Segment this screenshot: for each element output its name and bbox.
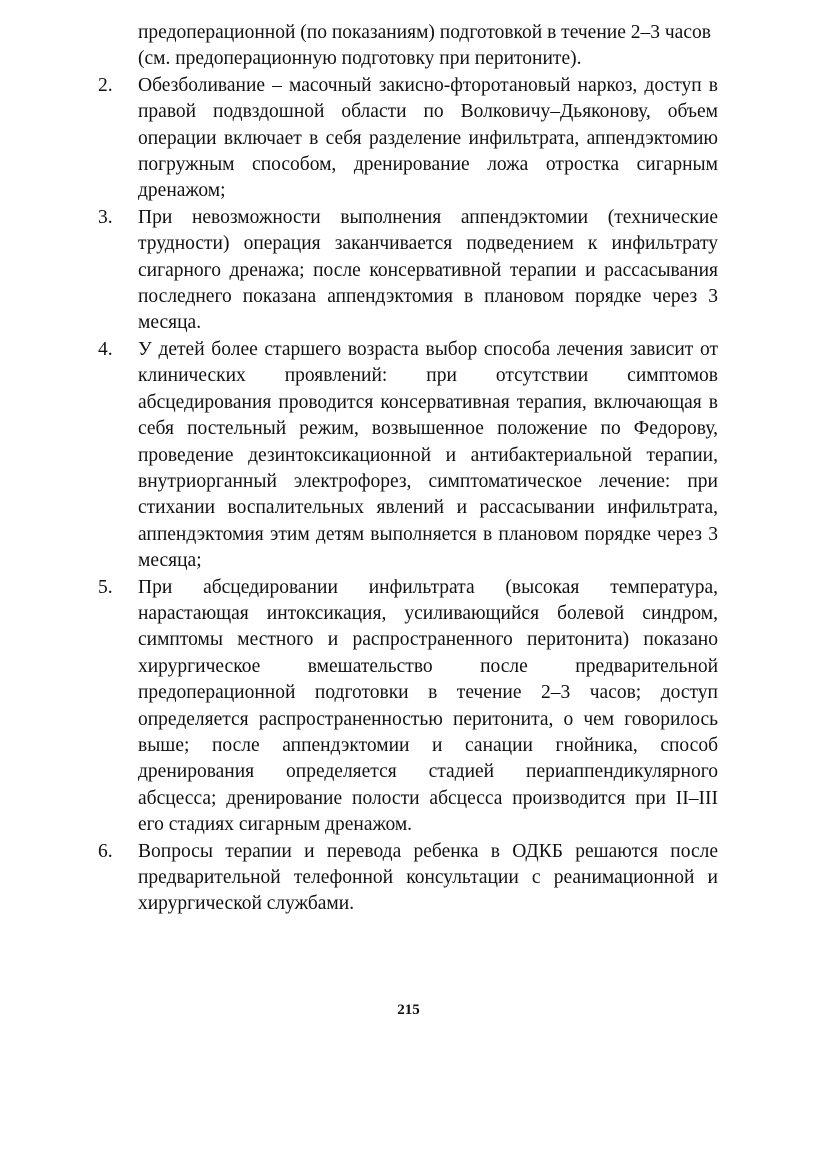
list-item-text: При невозможности выполнения аппендэктомии (технические трудности) операция заканчивается подведением к инфильтрату сигарного дренажа; после консервативной терапии и рассасывания последнего показана аппендэктомия в плановом порядке через 3 месяца. bbox=[138, 206, 718, 334]
list-item bbox=[98, 337, 718, 575]
list-item-number: 6. bbox=[98, 840, 113, 862]
list-item-text: Обезболивание – масочный закисно-фторотановый наркоз, доступ в правой подвздошной области по Волковичу–Дьяконову, объем операции включает в себя разделение инфильтрата, аппендэктомию погружным способом, дренирование ложа отростка сигарным дренажом; bbox=[138, 74, 718, 202]
list-item-number: 3. bbox=[98, 206, 113, 228]
list-item-number: 2. bbox=[98, 74, 113, 96]
list-item-text: При абсцедировании инфильтрата (высокая температура, нарастающая интоксикация, усиливающийся болевой синдром, симптомы местного и распространенного перитонита) показано хирургическое вмешательство после предварительной предоперационной подготовки в течение 2–3 часов; доступ определяется распространенностью перитонита, о чем говорилось выше; после аппендэктомии и санации гнойника, способ дренирования определяется стадией периаппендикулярного абсцесса; дренирование полости абсцесса производится при II–III его стадиях сигарным дренажом. bbox=[138, 576, 718, 836]
list-item-text: У детей более старшего возраста выбор способа лечения зависит от клинических проявлений: при отсутствии симптомов абсцедирования проводится консервативная терапия, включающая в себя постельный режим, возвышенное положение по Федорову, проведение дезинтоксикационной и антибактериальной терапии, внутриорганный электрофорез, симптоматическое лечение: при стихании воспалительных явлений и рассасывании инфильтрата, аппендэктомия этим детям выполняется в плановом порядке через 3 месяца; bbox=[138, 338, 718, 572]
list-item-text: Вопросы терапии и перевода ребенка в ОДКБ решаются после предварительной телефонной консультации с реанимационной и хирургической службами. bbox=[138, 840, 718, 915]
list-item bbox=[98, 205, 718, 337]
list-item bbox=[98, 839, 718, 918]
list-item-number: 4. bbox=[98, 338, 113, 360]
page-number: 215 bbox=[397, 1002, 420, 1018]
list-item bbox=[98, 575, 718, 839]
continuation-paragraph: предоперационной (по показаниям) подготовкой в течение 2–3 часов (см. предоперационную подготовку при перитоните). bbox=[138, 22, 711, 70]
list-item-number: 5. bbox=[98, 576, 113, 598]
document-text bbox=[98, 20, 718, 918]
list-item bbox=[98, 73, 718, 205]
